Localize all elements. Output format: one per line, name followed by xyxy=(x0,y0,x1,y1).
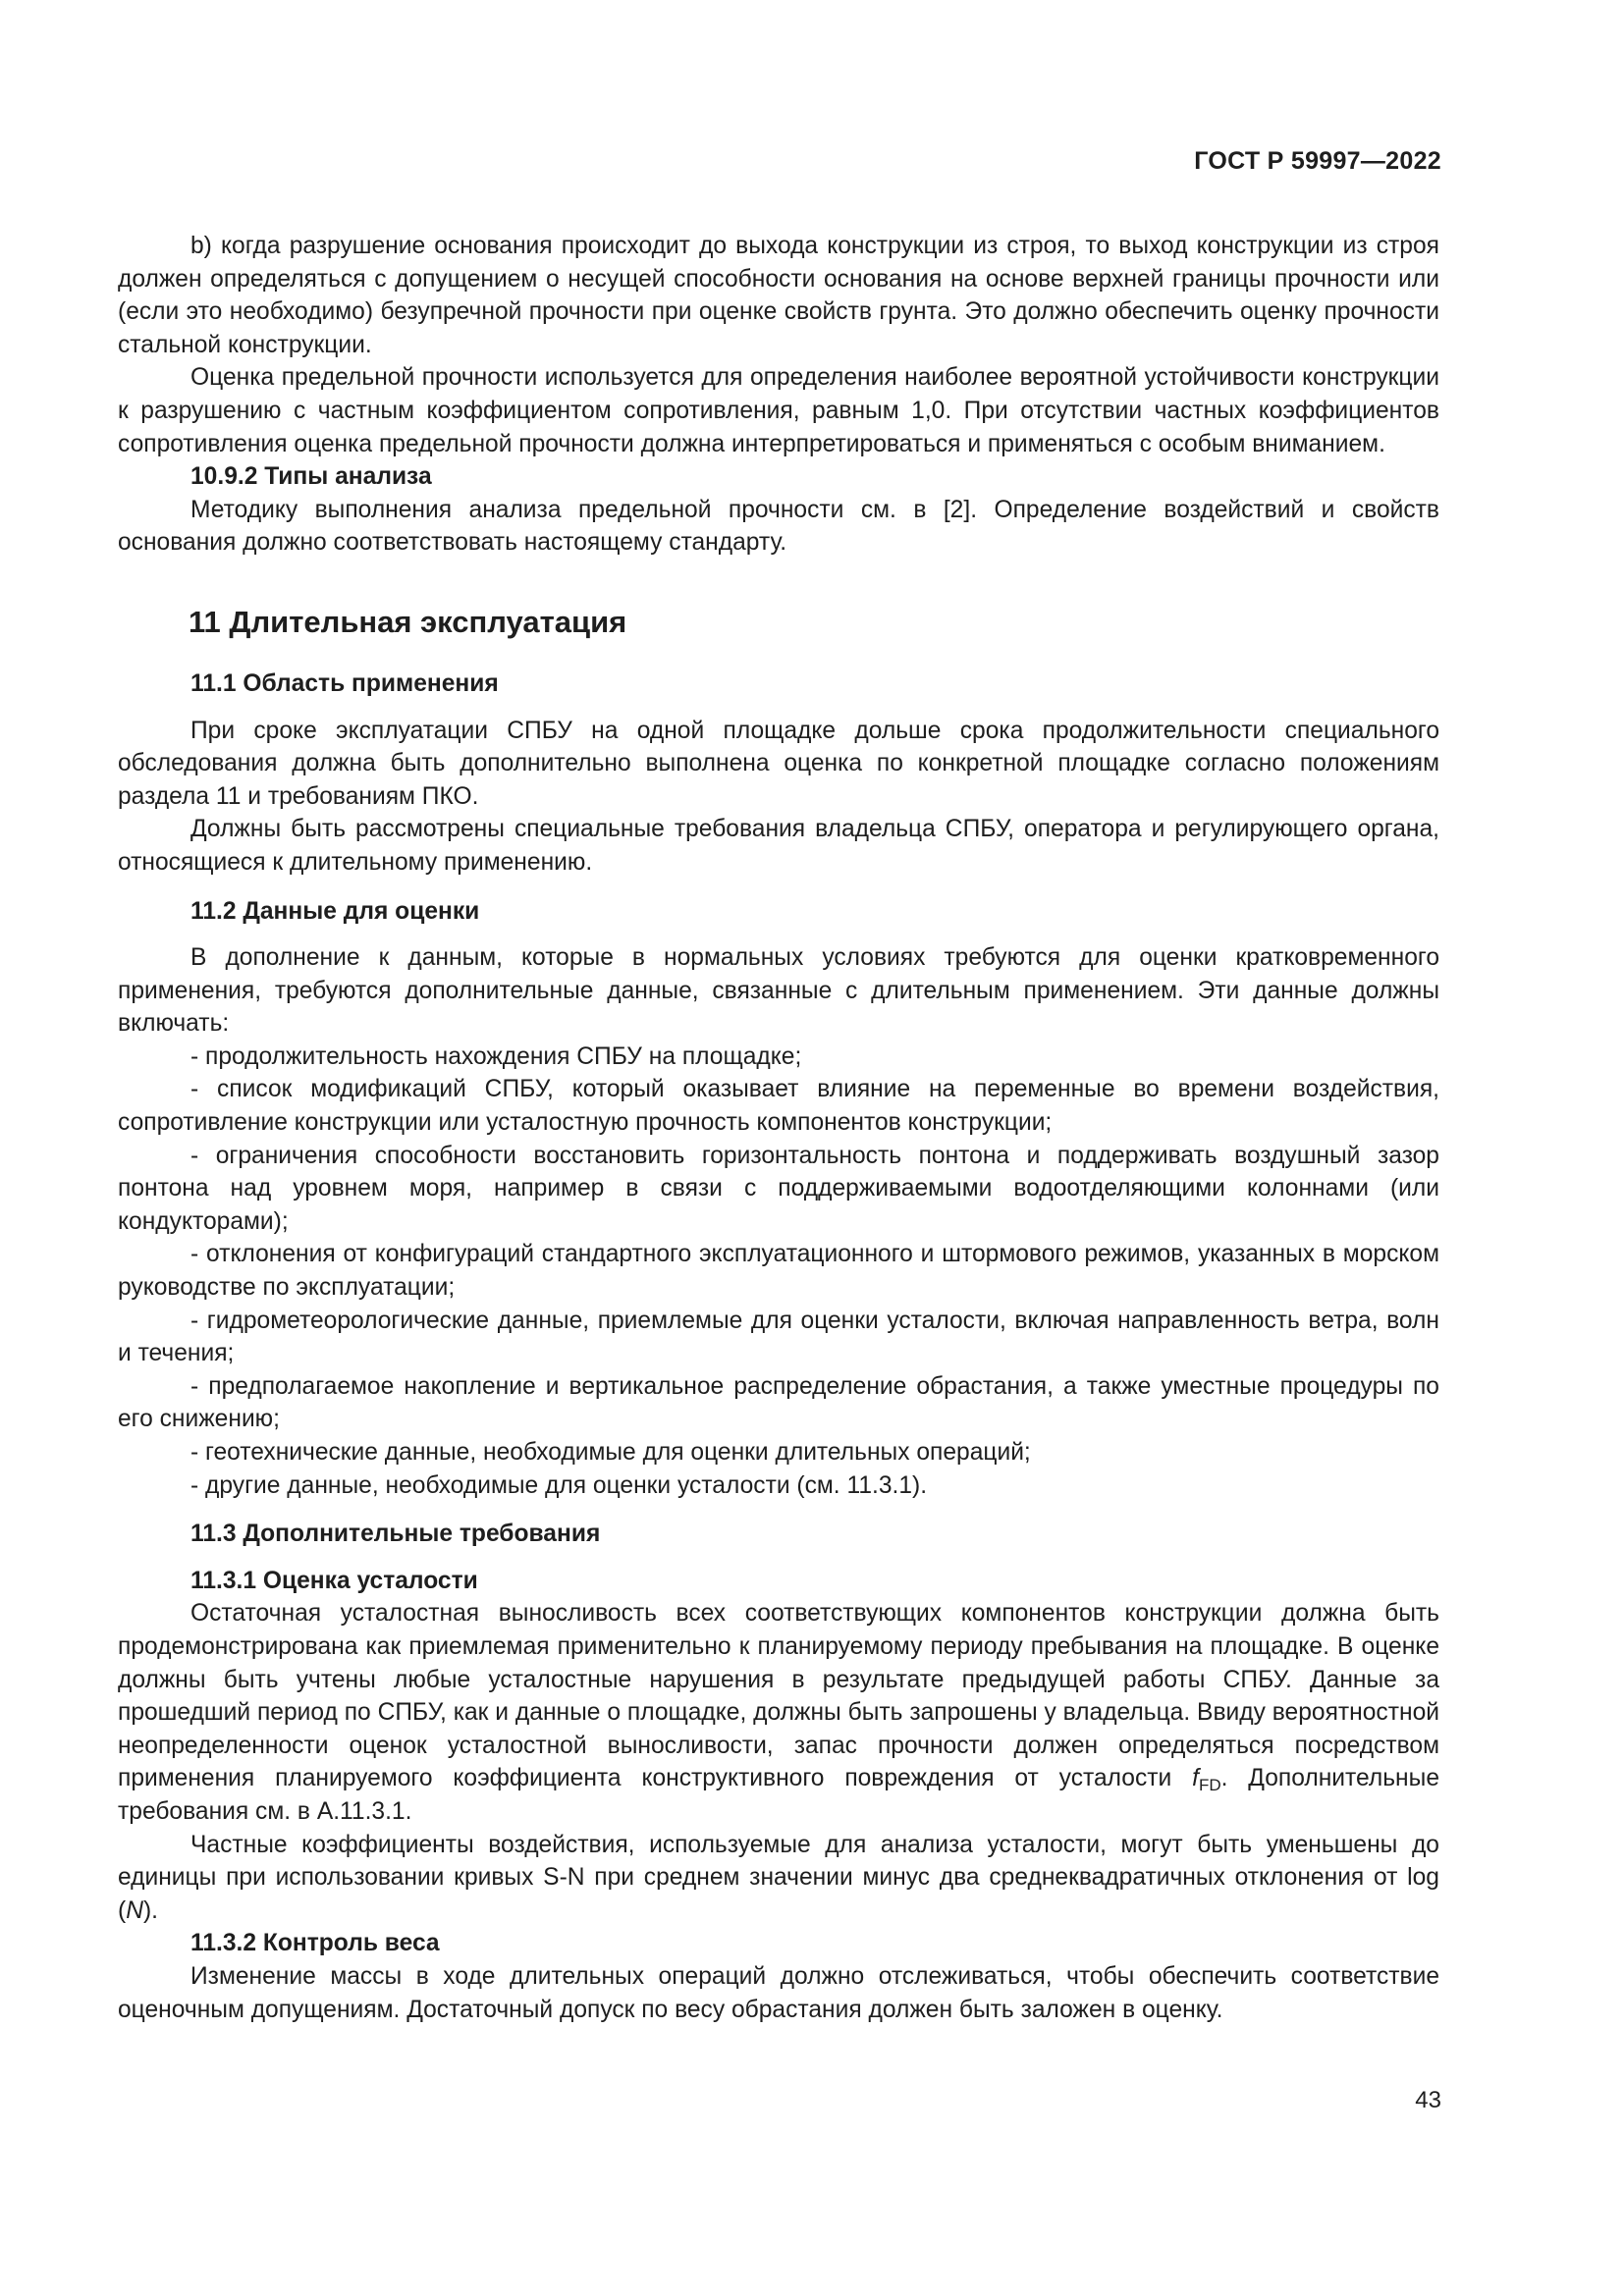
subsection-heading-11-3-2: 11.3.2 Контроль веса xyxy=(190,1930,440,1957)
paragraph: Методику выполнения анализа предельной прочности см. в [2]. Определение воздействий и свойств основания должно соответствовать настоящему стандарту. xyxy=(118,496,1439,557)
paragraph xyxy=(118,1597,1439,1828)
list-item: - гидрометеорологические данные, приемлемые для оценки усталости, включая направленность ветра, волн и течения; xyxy=(118,1307,1439,1367)
list-item: - ограничения способности восстановить горизонтальность понтона и поддерживать воздушный зазор понтона над уровнем моря, например в связи с поддерживаемыми водоотделяющими колоннами (или кондукторами); xyxy=(118,1142,1439,1235)
subsection-heading-11-3: 11.3 Дополнительные требования xyxy=(190,1521,601,1548)
paragraph-text: . Дополнительные требования см. в А.11.3.1. xyxy=(118,1765,1439,1825)
list-item: - список модификаций СПБУ, который оказывает влияние на переменные во времени воздействия, сопротивление конструкции или усталостную прочность компонентов конструкции; xyxy=(118,1076,1439,1137)
list-item: - другие данные, необходимые для оценки усталости (см. 11.3.1). xyxy=(190,1471,928,1499)
paragraph: Должны быть рассмотрены специальные требования владельца СПБУ, оператора и регулирующего органа, относящиеся к длительному применению. xyxy=(118,816,1439,876)
subsection-heading-11-1: 11.1 Область применения xyxy=(190,669,499,697)
paragraph: При сроке эксплуатации СПБУ на одной площадке дольше срока продолжительности специального обследования должна быть дополнительно выполнена оценка по конкретной площадке согласно положениям раздела 11 и требованиям ПКО. xyxy=(118,717,1439,810)
page-number: 43 xyxy=(1415,2087,1441,2113)
symbol: f xyxy=(1192,1765,1199,1792)
section-heading-11: 11 Длительная эксплуатация xyxy=(189,604,627,639)
subsection-heading-11-2: 11.2 Данные для оценки xyxy=(190,897,480,925)
paragraph: Изменение массы в ходе длительных операций должно отслеживаться, чтобы обеспечить соответствие оценочным допущениям. Достаточный допуск по весу обрастания должен быть заложен в оценку. xyxy=(118,1962,1439,2023)
list-item: - продолжительность нахождения СПБУ на площадке; xyxy=(190,1042,802,1070)
subsection-heading-11-3-1: 11.3.1 Оценка усталости xyxy=(190,1567,478,1594)
paragraph-text: ). xyxy=(142,1896,158,1924)
document-body xyxy=(118,230,1439,2026)
list-item: - предполагаемое накопление и вертикальное распределение обрастания, а также уместные процедуры по его снижению; xyxy=(118,1372,1439,1433)
paragraph: b) когда разрушение основания происходит до выхода конструкции из строя, то выход конструкции из строя должен определяться с допущением о несущей способности основания на основе верхней границы прочности или (если это необходимо) безупречной прочности при оценке свойств грунта. Это должно обеспечить оценку прочности стальной конструкции. xyxy=(118,233,1439,358)
list-item: - геотехнические данные, необходимые для оценки длительных операций; xyxy=(190,1439,1031,1466)
paragraph-text: Частные коэффициенты воздействия, используемые для анализа усталости, могут быть уменьшены до единицы при использовании кривых S-N при среднем значении минус два среднеквадратичных отклонения от log ( xyxy=(118,1831,1439,1924)
paragraph: Оценка предельной прочности используется для определения наиболее вероятной устойчивости конструкции к разрушению с частным коэффициентом сопротивления, равным 1,0. При отсутствии частных коэффициентов сопротивления оценка предельной прочности должна интерпретироваться и применяться с особым вниманием. xyxy=(118,364,1439,457)
paragraph: В дополнение к данным, которые в нормальных условиях требуются для оценки кратковременного применения, требуются дополнительные данные, связанные с длительным применением. Эти данные должны включать: xyxy=(118,944,1439,1038)
list-item: - отклонения от конфигураций стандартного эксплуатационного и штормового режимов, указанных в морском руководстве по эксплуатации; xyxy=(118,1241,1439,1302)
subsection-heading-10-9-2: 10.9.2 Типы анализа xyxy=(190,463,432,491)
symbol: N xyxy=(126,1896,143,1924)
paragraph xyxy=(118,1829,1439,1928)
symbol-subscript: FD xyxy=(1198,1776,1221,1795)
document-header: ГОСТ Р 59997—2022 xyxy=(1194,147,1441,175)
paragraph-text: Остаточная усталостная выносливость всех соответствующих компонентов конструкции должна быть продемонстрирована как приемлемая применительно к планируемому периоду пребывания на площадке. В оценке должны быть учтены любые усталостные нарушения в результате предыдущей работы СПБУ. Данные за прошедший период по СПБУ, как и данные о площадке, должны быть запрошены у владельца. Ввиду вероятностной неопределенности оценок усталостной выносливости, запас прочности должен определяться посредством применения планируемого коэффициента конструктивного повреждения от усталости xyxy=(118,1600,1439,1792)
